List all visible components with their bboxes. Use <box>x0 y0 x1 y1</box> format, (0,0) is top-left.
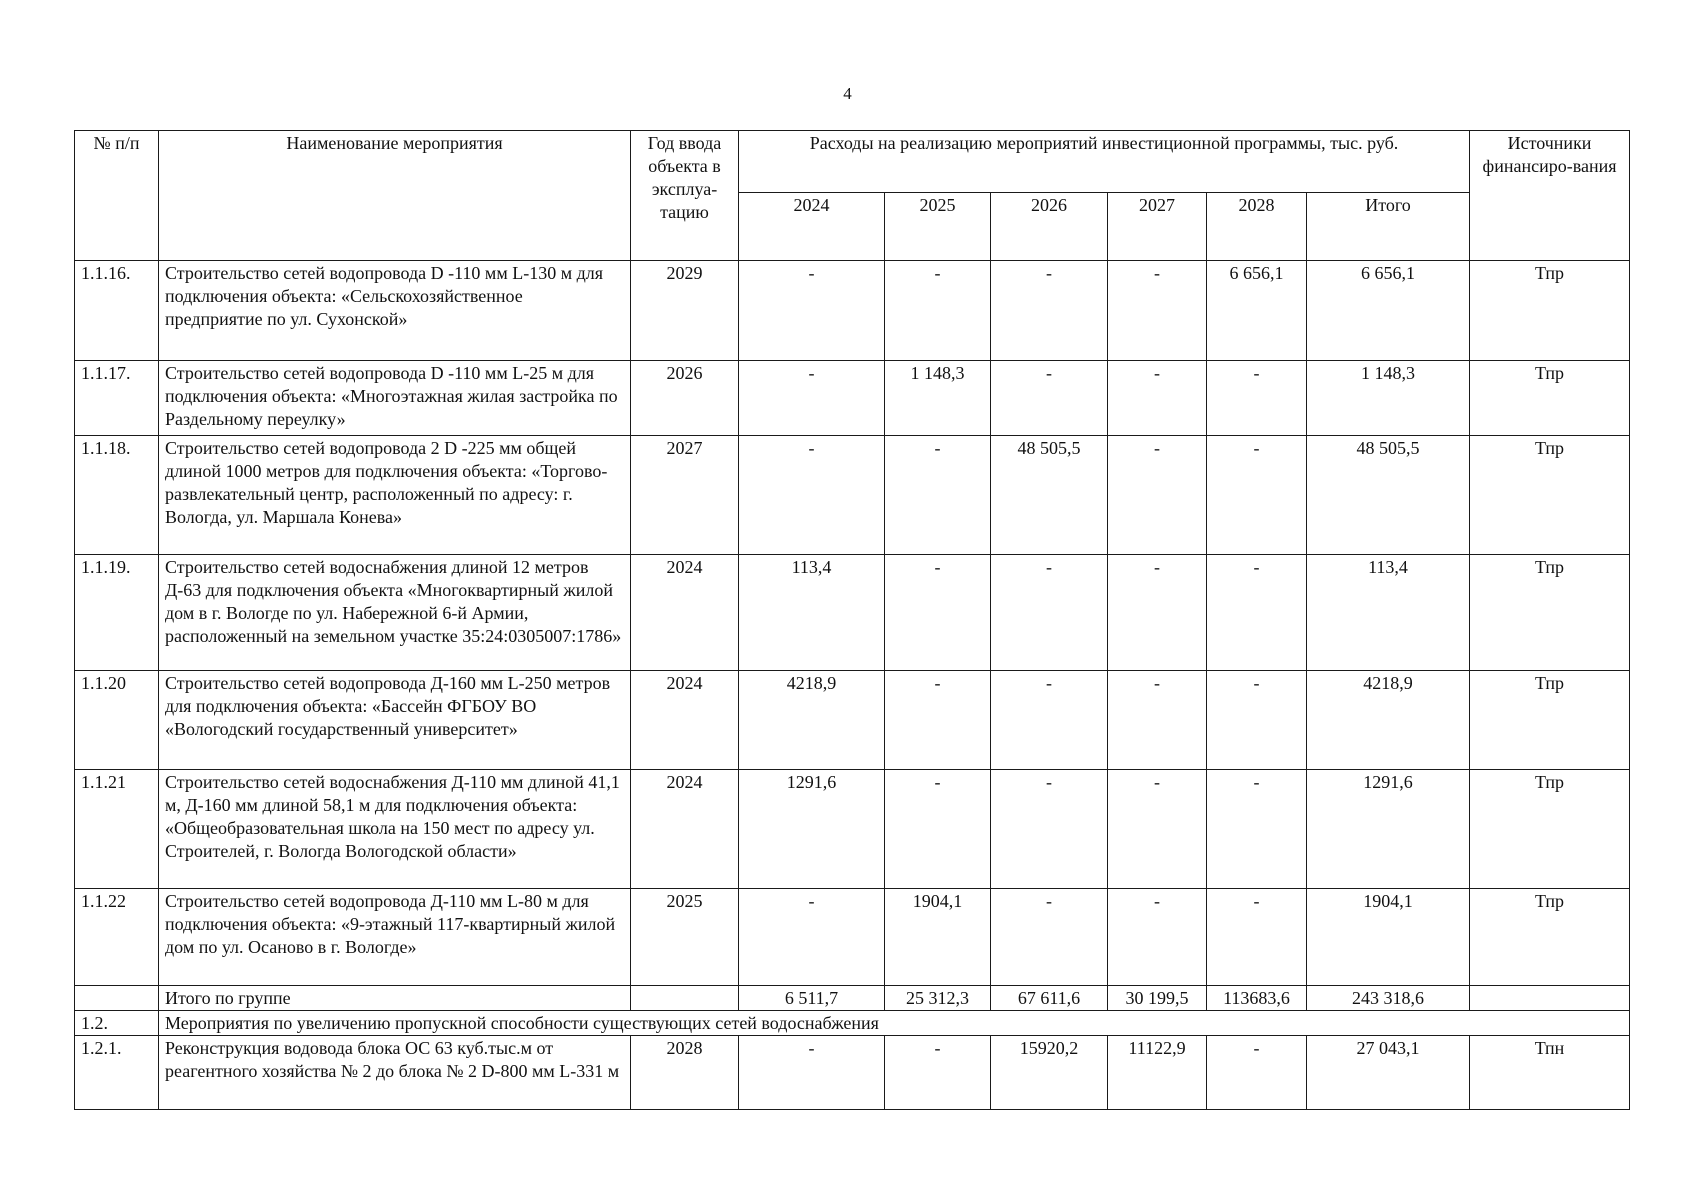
section-title: Мероприятия по увеличению пропускной способности существующих сетей водоснабжения <box>159 1011 1630 1036</box>
section-row <box>75 1011 1630 1036</box>
header-year-2024: 2024 <box>739 193 885 261</box>
row-v2027: - <box>1108 770 1207 889</box>
row-v2024: - <box>739 1036 885 1110</box>
group-total-v2025: 25 312,3 <box>885 986 991 1011</box>
row-v2027: - <box>1108 261 1207 361</box>
row-year: 2029 <box>631 261 739 361</box>
row-v2026: - <box>991 770 1108 889</box>
row-v2026: 48 505,5 <box>991 436 1108 555</box>
row-v2027: - <box>1108 361 1207 436</box>
row-name: Строительство сетей водопровода 2 D -225 мм общей длиной 1000 метров для подключения объекта: «Торгово-развлекательный центр, расположенный по адресу: г. Вологда, ул. Маршала Конева» <box>159 436 631 555</box>
header-year-2025: 2025 <box>885 193 991 261</box>
table-row <box>75 361 1630 436</box>
group-total-year <box>631 986 739 1011</box>
row-v2024: - <box>739 436 885 555</box>
row-name: Строительство сетей водопровода Д-110 мм L-80 м для подключения объекта: «9-этажный 117-квартирный жилой дом по ул. Осаново в г. Вологде» <box>159 889 631 986</box>
row-v2026: - <box>991 261 1108 361</box>
row-v2025: - <box>885 1036 991 1110</box>
row-name: Строительство сетей водопровода D -110 мм L-25 м для подключения объекта: «Многоэтажная жилая застройка по Раздельному переулку» <box>159 361 631 436</box>
row-name: Строительство сетей водоснабжения длиной 12 метров Д-63 для подключения объекта «Многоквартирный жилой дом в г. Вологде по ул. Набережной 6-й Армии, расположенный на земельном участке 35:24:0305007:1786» <box>159 555 631 671</box>
row-v2024: - <box>739 261 885 361</box>
page-number: 4 <box>843 84 852 103</box>
row-year: 2024 <box>631 671 739 770</box>
group-total-v2026: 67 611,6 <box>991 986 1108 1011</box>
row-v2027: - <box>1108 889 1207 986</box>
group-total-num <box>75 986 159 1011</box>
table-row <box>75 889 1630 986</box>
row-num: 1.1.21 <box>75 770 159 889</box>
table-row <box>75 671 1630 770</box>
row-total: 1904,1 <box>1307 889 1470 986</box>
row-source: Тпр <box>1470 770 1630 889</box>
row-source: Тпр <box>1470 436 1630 555</box>
group-total-v2024: 6 511,7 <box>739 986 885 1011</box>
row-v2028: - <box>1207 889 1307 986</box>
row-num: 1.2.1. <box>75 1036 159 1110</box>
row-v2026: - <box>991 361 1108 436</box>
row-v2024: 4218,9 <box>739 671 885 770</box>
row-name: Строительство сетей водопровода Д-160 мм L-250 метров для подключения объекта: «Бассейн ФГБОУ ВО «Вологодский государственный университет» <box>159 671 631 770</box>
row-total: 113,4 <box>1307 555 1470 671</box>
group-total-row <box>75 986 1630 1011</box>
header-num: № п/п <box>75 131 159 261</box>
row-v2025: - <box>885 436 991 555</box>
row-source: Тпр <box>1470 261 1630 361</box>
row-v2025: 1 148,3 <box>885 361 991 436</box>
header-expenses: Расходы на реализацию мероприятий инвестиционной программы, тыс. руб. <box>739 131 1470 193</box>
row-v2026: - <box>991 671 1108 770</box>
group-total-source <box>1470 986 1630 1011</box>
row-num: 1.1.18. <box>75 436 159 555</box>
row-v2027: - <box>1108 671 1207 770</box>
row-v2028: - <box>1207 1036 1307 1110</box>
header-sources: Источники финансиро-вания <box>1470 131 1630 261</box>
row-v2024: 113,4 <box>739 555 885 671</box>
row-num: 1.1.20 <box>75 671 159 770</box>
row-num: 1.1.22 <box>75 889 159 986</box>
header-year: Год ввода объекта в эксплуа-тацию <box>631 131 739 261</box>
row-name: Реконструкция водовода блока ОС 63 куб.тыс.м от реагентного хозяйства № 2 до блока № 2 D-800 мм L-331 м <box>159 1036 631 1110</box>
row-year: 2025 <box>631 889 739 986</box>
row-total: 4218,9 <box>1307 671 1470 770</box>
table-row <box>75 555 1630 671</box>
header-total: Итого <box>1307 193 1470 261</box>
table-row <box>75 261 1630 361</box>
section-num: 1.2. <box>75 1011 159 1036</box>
row-year: 2026 <box>631 361 739 436</box>
row-v2028: 6 656,1 <box>1207 261 1307 361</box>
row-total: 6 656,1 <box>1307 261 1470 361</box>
row-source: Тпр <box>1470 555 1630 671</box>
row-v2028: - <box>1207 770 1307 889</box>
row-v2024: - <box>739 361 885 436</box>
row-num: 1.1.16. <box>75 261 159 361</box>
row-v2028: - <box>1207 671 1307 770</box>
group-total-v2027: 30 199,5 <box>1108 986 1207 1011</box>
row-total: 27 043,1 <box>1307 1036 1470 1110</box>
table-row <box>75 436 1630 555</box>
row-v2024: - <box>739 889 885 986</box>
row-v2025: - <box>885 770 991 889</box>
row-v2028: - <box>1207 436 1307 555</box>
row-v2025: - <box>885 671 991 770</box>
row-num: 1.1.19. <box>75 555 159 671</box>
row-name: Строительство сетей водоснабжения Д-110 мм длиной 41,1 м, Д-160 мм длиной 58,1 м для подключения объекта: «Общеобразовательная школа на 150 мест по адресу ул. Строителей, г. Вологда Вологодской области» <box>159 770 631 889</box>
row-v2024: 1291,6 <box>739 770 885 889</box>
row-source: Тпн <box>1470 1036 1630 1110</box>
row-year: 2027 <box>631 436 739 555</box>
row-year: 2028 <box>631 1036 739 1110</box>
row-source: Тпр <box>1470 361 1630 436</box>
row-name: Строительство сетей водопровода D -110 мм L-130 м для подключения объекта: «Сельскохозяйственное предприятие по ул. Сухонской» <box>159 261 631 361</box>
row-total: 1291,6 <box>1307 770 1470 889</box>
row-v2026: - <box>991 889 1108 986</box>
row-v2026: 15920,2 <box>991 1036 1108 1110</box>
row-num: 1.1.17. <box>75 361 159 436</box>
row-v2028: - <box>1207 555 1307 671</box>
row-v2027: 11122,9 <box>1108 1036 1207 1110</box>
group-total-sum: 243 318,6 <box>1307 986 1470 1011</box>
row-source: Тпр <box>1470 671 1630 770</box>
group-total-label: Итого по группе <box>159 986 631 1011</box>
row-v2026: - <box>991 555 1108 671</box>
row-v2025: 1904,1 <box>885 889 991 986</box>
row-v2027: - <box>1108 555 1207 671</box>
row-year: 2024 <box>631 770 739 889</box>
table-row <box>75 770 1630 889</box>
row-v2025: - <box>885 555 991 671</box>
header-year-2028: 2028 <box>1207 193 1307 261</box>
group-total-v2028: 113683,6 <box>1207 986 1307 1011</box>
row-source: Тпр <box>1470 889 1630 986</box>
row-v2028: - <box>1207 361 1307 436</box>
header-year-2026: 2026 <box>991 193 1108 261</box>
row-v2025: - <box>885 261 991 361</box>
row-v2027: - <box>1108 436 1207 555</box>
row-total: 48 505,5 <box>1307 436 1470 555</box>
investment-table <box>74 130 1630 1110</box>
header-year-2027: 2027 <box>1108 193 1207 261</box>
header-name: Наименование мероприятия <box>159 131 631 261</box>
row-total: 1 148,3 <box>1307 361 1470 436</box>
table-row <box>75 1036 1630 1110</box>
row-year: 2024 <box>631 555 739 671</box>
